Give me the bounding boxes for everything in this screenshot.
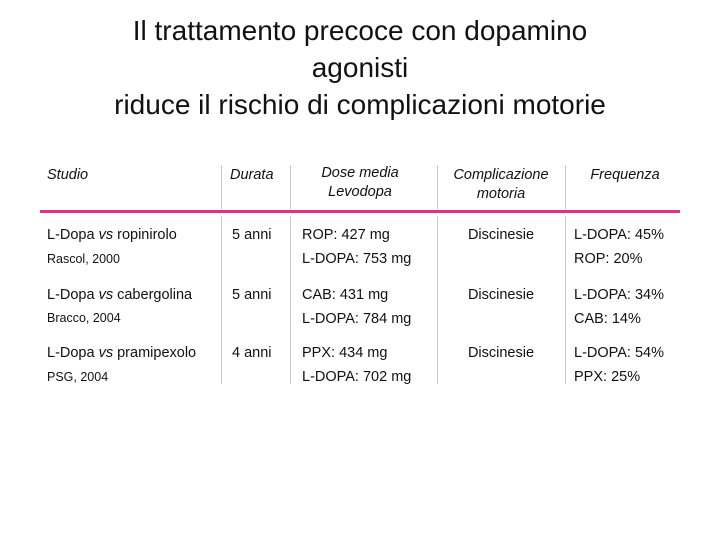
header-dose-line-1: Dose media	[321, 165, 399, 181]
durata-value: 4 anni	[232, 345, 272, 361]
study-name-part: L-Dopa	[47, 227, 99, 243]
title-line-1: Il trattamento precoce con dopamino	[132, 15, 588, 46]
complicazione-value: Discinesie	[467, 227, 535, 243]
dose-value-1: CAB: 431 mg	[302, 287, 389, 303]
study-name-part: ropinirolo	[113, 227, 177, 243]
header-complicazione	[440, 166, 562, 204]
header-frequenza: Frequenza	[590, 167, 660, 183]
col-divider	[565, 165, 566, 209]
study-name-part: cabergolina	[113, 287, 193, 303]
study-name	[47, 284, 192, 307]
freq-value-1: L-DOPA: 45%	[574, 227, 664, 243]
col-divider	[565, 216, 566, 384]
header-compl-line-2: motoria	[476, 186, 526, 202]
title-line-3: riduce il rischio di complicazioni motorie	[114, 89, 606, 120]
title-line-2: agonisti	[311, 52, 409, 83]
dose-value-1: PPX: 434 mg	[302, 345, 388, 361]
header-studio: Studio	[47, 167, 89, 183]
col-divider	[221, 165, 222, 209]
header-compl-line-1: Complicazione	[453, 167, 549, 183]
durata-value: 5 anni	[232, 287, 272, 303]
freq-value-1: L-DOPA: 34%	[574, 287, 664, 303]
freq-value-2: PPX: 25%	[574, 369, 641, 385]
study-name-part: L-Dopa	[47, 287, 99, 303]
study-name	[47, 224, 177, 247]
study-reference: Bracco, 2004	[47, 311, 121, 325]
dose-value-2: L-DOPA: 753 mg	[302, 251, 412, 267]
dose-value-1: ROP: 427 mg	[302, 227, 390, 243]
study-name-part: pramipexolo	[113, 345, 197, 361]
col-divider	[437, 165, 438, 209]
durata-value: 5 anni	[232, 227, 272, 243]
study-reference: Rascol, 2000	[47, 252, 120, 266]
complicazione-value: Discinesie	[467, 345, 535, 361]
header-dose-line-2: Levodopa	[328, 184, 392, 200]
study-vs: vs	[98, 287, 114, 303]
col-divider	[221, 216, 222, 384]
header-dose	[300, 164, 420, 202]
study-vs: vs	[98, 227, 114, 243]
study-name	[47, 342, 196, 365]
header-divider	[40, 210, 680, 213]
col-divider	[290, 216, 291, 384]
study-name-part: L-Dopa	[47, 345, 99, 361]
dose-value-2: L-DOPA: 784 mg	[302, 311, 412, 327]
freq-value-1: L-DOPA: 54%	[574, 345, 664, 361]
freq-value-2: CAB: 14%	[574, 311, 641, 327]
dose-value-2: L-DOPA: 702 mg	[302, 369, 412, 385]
col-divider	[290, 165, 291, 209]
study-reference: PSG, 2004	[47, 370, 109, 384]
col-divider	[437, 216, 438, 384]
header-durata: Durata	[230, 167, 274, 183]
complicazione-value: Discinesie	[467, 287, 535, 303]
study-vs: vs	[98, 345, 114, 361]
freq-value-2: ROP: 20%	[574, 251, 643, 267]
